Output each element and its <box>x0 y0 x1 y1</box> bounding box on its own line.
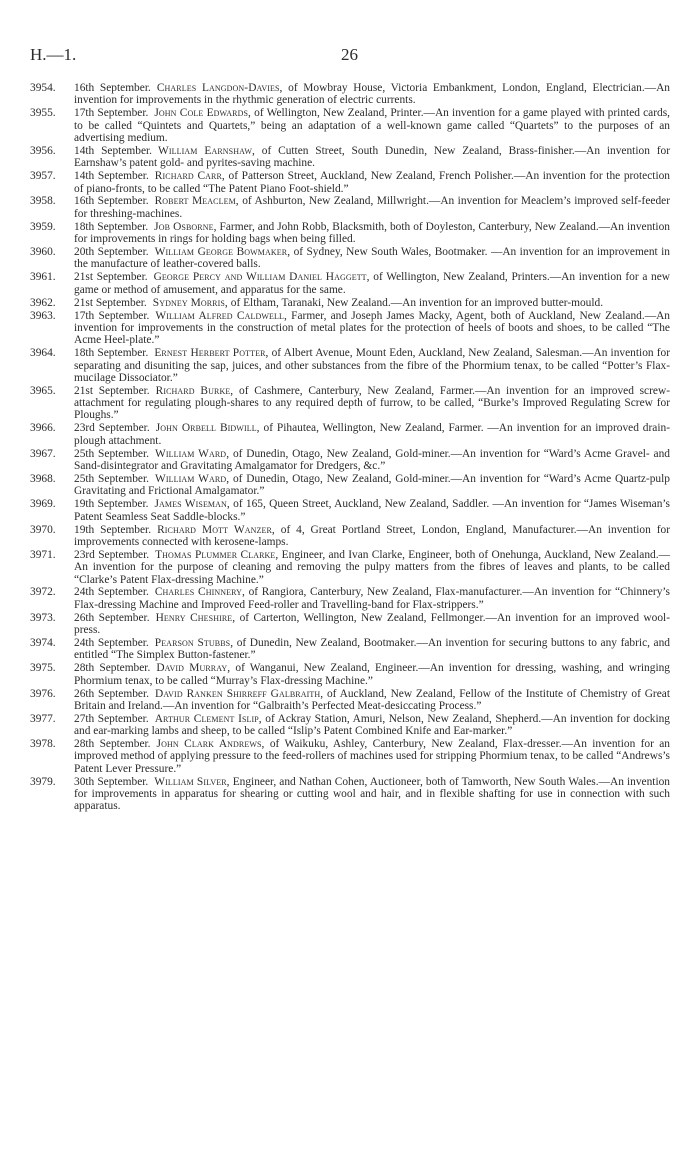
patent-entry <box>30 637 670 662</box>
entry-description: of Sydney, New South Wales, Bootmaker. —An invention for an improvement in the manufacture of leather-covered balls. <box>74 246 670 271</box>
entry-date: 21st September. <box>74 296 147 309</box>
entry-date: 28th September. <box>74 738 151 751</box>
entry-date: 17th September. <box>74 309 150 322</box>
entry-description: of Cutten Street, South Dunedin, New Zealand, Brass-finisher.—An invention for Earnshaw’s patent gold- and pyrites-saving machine. <box>74 144 671 170</box>
entry-description: Farmer, and John Robb, Blacksmith, both of Doyleston, Canterbury, New Zealand.—An invention for improvements in rings for holding bags when being filled. <box>74 220 670 246</box>
entry-number: 3971. <box>30 548 56 561</box>
entry-date: 30th September. <box>74 775 149 788</box>
patent-entry <box>30 586 670 611</box>
entry-date: 19th September. <box>74 523 152 536</box>
patent-entry <box>30 662 670 687</box>
applicant-names: Henry Cheshire, <box>155 611 236 624</box>
entry-description: of Carterton, Wellington, New Zealand, Fellmonger.—An invention for an improved wool-press. <box>74 611 670 637</box>
patent-entry <box>30 347 670 384</box>
entry-number: 3974. <box>30 637 56 649</box>
applicant-names: Thomas Plummer Clarke, <box>155 548 279 561</box>
entry-number: 3973. <box>30 611 56 624</box>
applicant-names: Richard Burke, <box>155 384 234 397</box>
entry-description: of Dunedin, New Zealand, Bootmaker.—An invention for securing buttons to any fabric, and entitled “The Simplex Button-fastener.” <box>74 637 670 662</box>
entry-date: 17th September. <box>74 107 149 120</box>
patent-entry <box>30 713 670 738</box>
entry-number: 3978. <box>30 738 56 751</box>
entry-description: of Cashmere, Canterbury, New Zealand, Farmer.—An invention for an improved screw-attachment for regulating plough-shares to any required depth of furrow, to be called, “Burke’s Improved Regulating Screw for Ploughs.” <box>74 384 670 422</box>
applicant-names: John Clark Andrews, <box>156 738 265 751</box>
entry-number: 3954. <box>30 82 56 94</box>
applicant-names: William Earnshaw, <box>158 144 255 157</box>
entry-description: Farmer, and Joseph James Macky, Agent, both of Auckland, New Zealand.—An invention for improvements in the construction of metal plates for the protection of heels of boots and shoes, to be called “The Acme Heel-plate.” <box>74 309 670 347</box>
entry-number: 3967. <box>30 447 56 460</box>
patent-entry <box>30 82 670 107</box>
entry-description: of Patterson Street, Auckland, New Zealand, French Polisher.—An invention for the protection of piano-fronts, to be called “The Patent Piano Foot-shield.” <box>74 170 670 195</box>
entry-number: 3965. <box>30 384 56 397</box>
entry-number: 3957. <box>30 170 56 183</box>
entry-description: of Wellington, New Zealand, Printer.—An invention for a game played with printed cards, to be called “Quintets and Quartets,” being an adaptation of a well-known game called “Quartets” to the purposes of an advertising medium. <box>74 107 670 144</box>
entry-description: of Albert Avenue, Mount Eden, Auckland, New Zealand, Salesman.—An invention for separating and disuniting the sap, juices, and other substances from the fibre of the Phormium tenax, to be called “Potter’s Flax-mucilage Dissociator.” <box>74 347 670 384</box>
document-code: H.—1. <box>30 45 77 64</box>
entry-number: 3958. <box>30 195 56 208</box>
entry-number: 3968. <box>30 472 56 485</box>
entry-number: 3979. <box>30 775 56 788</box>
entry-date: 14th September. <box>74 170 149 183</box>
patent-entry <box>30 310 670 347</box>
entry-date: 18th September. <box>74 220 149 233</box>
entry-number: 3955. <box>30 107 56 120</box>
patent-entry <box>30 688 670 713</box>
entry-date: 26th September. <box>74 687 149 700</box>
applicant-names: John Orbell Bidwill, <box>155 422 260 435</box>
applicant-names: William Ward, <box>155 472 230 485</box>
entry-date: 26th September. <box>74 611 150 624</box>
applicant-names: David Ranken Shirreff Galbraith, <box>155 687 324 700</box>
entry-number: 3969. <box>30 498 56 511</box>
entry-number: 3977. <box>30 712 56 725</box>
patent-entry <box>30 107 670 144</box>
applicant-names: Arthur Clement Islip, <box>154 712 262 725</box>
patent-entry <box>30 738 670 775</box>
applicant-names: Job Osborne, <box>154 220 217 233</box>
entry-number: 3975. <box>30 662 56 675</box>
entry-description: of Rangiora, Canterbury, New Zealand, Flax-manufacturer.—An invention for “Chinnery’s Flax-dressing Machine and Improved Feed-roller and Travelling-band for Flax-strippers.” <box>74 586 670 611</box>
entry-description: of Waikuku, Ashley, Canterbury, New Zealand, Flax-dresser.—An invention for an improved method of applying pressure to the feed-rollers of machines used for stripping Phormium tenax, to be called “Andrews’s Patent Lever Pressure.” <box>74 738 670 775</box>
entry-description: of Dunedin, Otago, New Zealand, Gold-miner.—An invention for “Ward’s Acme Gravel- and Sand-disintegrator and Gravitating Amalgamator for Dredgers, &c.” <box>74 447 670 473</box>
entry-description: of 4, Great Portland Street, London, England, Manufacturer.—An invention for improvements connected with kerosene-lamps. <box>74 523 670 548</box>
page-header <box>30 45 670 69</box>
entry-date: 23rd September. <box>74 548 150 561</box>
applicant-names: William Alfred Caldwell, <box>155 309 287 322</box>
entry-number: 3956. <box>30 144 56 157</box>
entry-date: 21st September. <box>74 384 150 397</box>
patent-entry <box>30 549 670 586</box>
patent-entries-list <box>30 82 670 813</box>
patent-entry <box>30 612 670 637</box>
entry-description: Engineer, and Ivan Clarke, Engineer, both of Onehunga, Auckland, New Zealand.—An invention for the purpose of cleaning and removing the pulpy matters from the fibres of leaves and plants, to be called “Clarke’s Patent Flax-dressing Machine.” <box>74 548 670 586</box>
patent-entry <box>30 297 670 309</box>
applicant-names: Richard Carr, <box>154 170 225 183</box>
applicant-names: William George Bowmaker, <box>154 246 291 259</box>
patent-entry <box>30 246 670 271</box>
entry-number: 3972. <box>30 586 56 599</box>
patent-entry <box>30 385 670 422</box>
patent-entry <box>30 473 670 498</box>
entry-number: 3976. <box>30 687 56 700</box>
entry-description: of Ashburton, New Zealand, Millwright.—An invention for Meaclem’s improved self-feeder for threshing-machines. <box>74 195 670 220</box>
entry-description: of 165, Queen Street, Auckland, New Zealand, Saddler. —An invention for “James Wiseman’s Patent Seamless Seat Saddle-blocks.” <box>74 498 670 523</box>
entry-description: of Mowbray House, Victoria Embankment, London, England, Electrician.—An invention for improvements in the rhythmic generation of electric currents. <box>74 82 670 107</box>
patent-entry <box>30 221 670 246</box>
applicant-names: Richard Mott Wanzer, <box>157 523 275 536</box>
applicant-names: George Percy and William Daniel Haggett, <box>153 271 370 284</box>
entry-date: 24th September. <box>74 586 149 599</box>
entry-number: 3960. <box>30 246 56 259</box>
patent-entry <box>30 422 670 447</box>
entry-date: 18th September. <box>74 347 149 360</box>
applicant-names: Sydney Morris, <box>152 296 228 309</box>
entry-number: 3959. <box>30 220 56 233</box>
entry-description: of Pihautea, Wellington, New Zealand, Farmer. —An invention for an improved drain-plough attachment. <box>74 422 670 447</box>
applicant-names: Robert Meaclem, <box>154 195 239 208</box>
entry-date: 21st September. <box>74 271 148 284</box>
entry-date: 20th September. <box>74 246 149 259</box>
entry-date: 19th September. <box>74 498 149 511</box>
patent-entry <box>30 195 670 220</box>
entry-date: 16th September. <box>74 195 149 208</box>
patent-entry <box>30 524 670 549</box>
patent-entry <box>30 448 670 473</box>
entry-description: Engineer, and Nathan Cohen, Auctioneer, both of Tamworth, New South Wales.—An invention for improvements in apparatus for shearing or cutting wool and hair, and in flexible shafting for use in connection with such apparatus. <box>74 775 670 813</box>
entry-number: 3962. <box>30 296 56 309</box>
entry-number: 3966. <box>30 422 56 435</box>
entry-description: of Eltham, Taranaki, New Zealand.—An invention for an improved butter-mould. <box>230 296 604 309</box>
applicant-names: Ernest Herbert Potter, <box>154 347 269 360</box>
applicant-names: Charles Langdon-Davies, <box>156 82 283 94</box>
applicant-names: John Cole Edwards, <box>154 107 251 120</box>
entry-date: 23rd September. <box>74 422 150 435</box>
entry-date: 25th September. <box>74 472 149 485</box>
entry-date: 27th September. <box>74 712 149 725</box>
applicant-names: William Silver, <box>154 775 230 788</box>
applicant-names: David Murray, <box>156 662 231 675</box>
patent-entry <box>30 145 670 170</box>
applicant-names: Pearson Stubbs, <box>154 637 234 649</box>
entry-date: 14th September. <box>74 144 153 157</box>
applicant-names: Charles Chinnery, <box>154 586 245 599</box>
entry-description: of Dunedin, Otago, New Zealand, Gold-miner.—An invention for “Ward’s Acme Quartz-pulp Gravitating and Frictional Amalgamator.” <box>74 472 670 498</box>
entry-date: 25th September. <box>74 447 149 460</box>
entry-date: 16th September. <box>74 82 151 94</box>
patent-entry <box>30 170 670 195</box>
entry-description: of Wanganui, New Zealand, Engineer.—An invention for dressing, washing, and wringing Phormium tenax, to be called “Murray’s Flax-dressing Machine.” <box>74 662 670 687</box>
entry-number: 3970. <box>30 523 56 536</box>
entry-description: of Ackray Station, Amuri, Nelson, New Zealand, Shepherd.—An invention for docking and ear-marking lambs and sheep, to be called “Islip’s Patent Combined Knife and Ear-marker.” <box>74 712 671 738</box>
entry-number: 3961. <box>30 271 56 284</box>
entry-description: of Wellington, New Zealand, Printers.—An invention for a new game or method of amusement, and apparatus for the same. <box>74 271 671 296</box>
patent-entry <box>30 271 670 296</box>
entry-number: 3964. <box>30 347 56 360</box>
entry-number: 3963. <box>30 309 56 322</box>
entry-date: 24th September. <box>74 637 149 649</box>
entry-description: of Auckland, New Zealand, Fellow of the Institute of Chemistry of Great Britain and Ireland.—An invention for “Galbraith’s Perfected Meat-desiccating Process.” <box>74 687 670 712</box>
page-number: 26 <box>341 45 358 64</box>
applicant-names: William Ward, <box>155 447 230 460</box>
patent-entry <box>30 776 670 813</box>
entry-date: 28th September. <box>74 662 151 675</box>
applicant-names: James Wiseman, <box>154 498 230 511</box>
patent-entry <box>30 498 670 523</box>
